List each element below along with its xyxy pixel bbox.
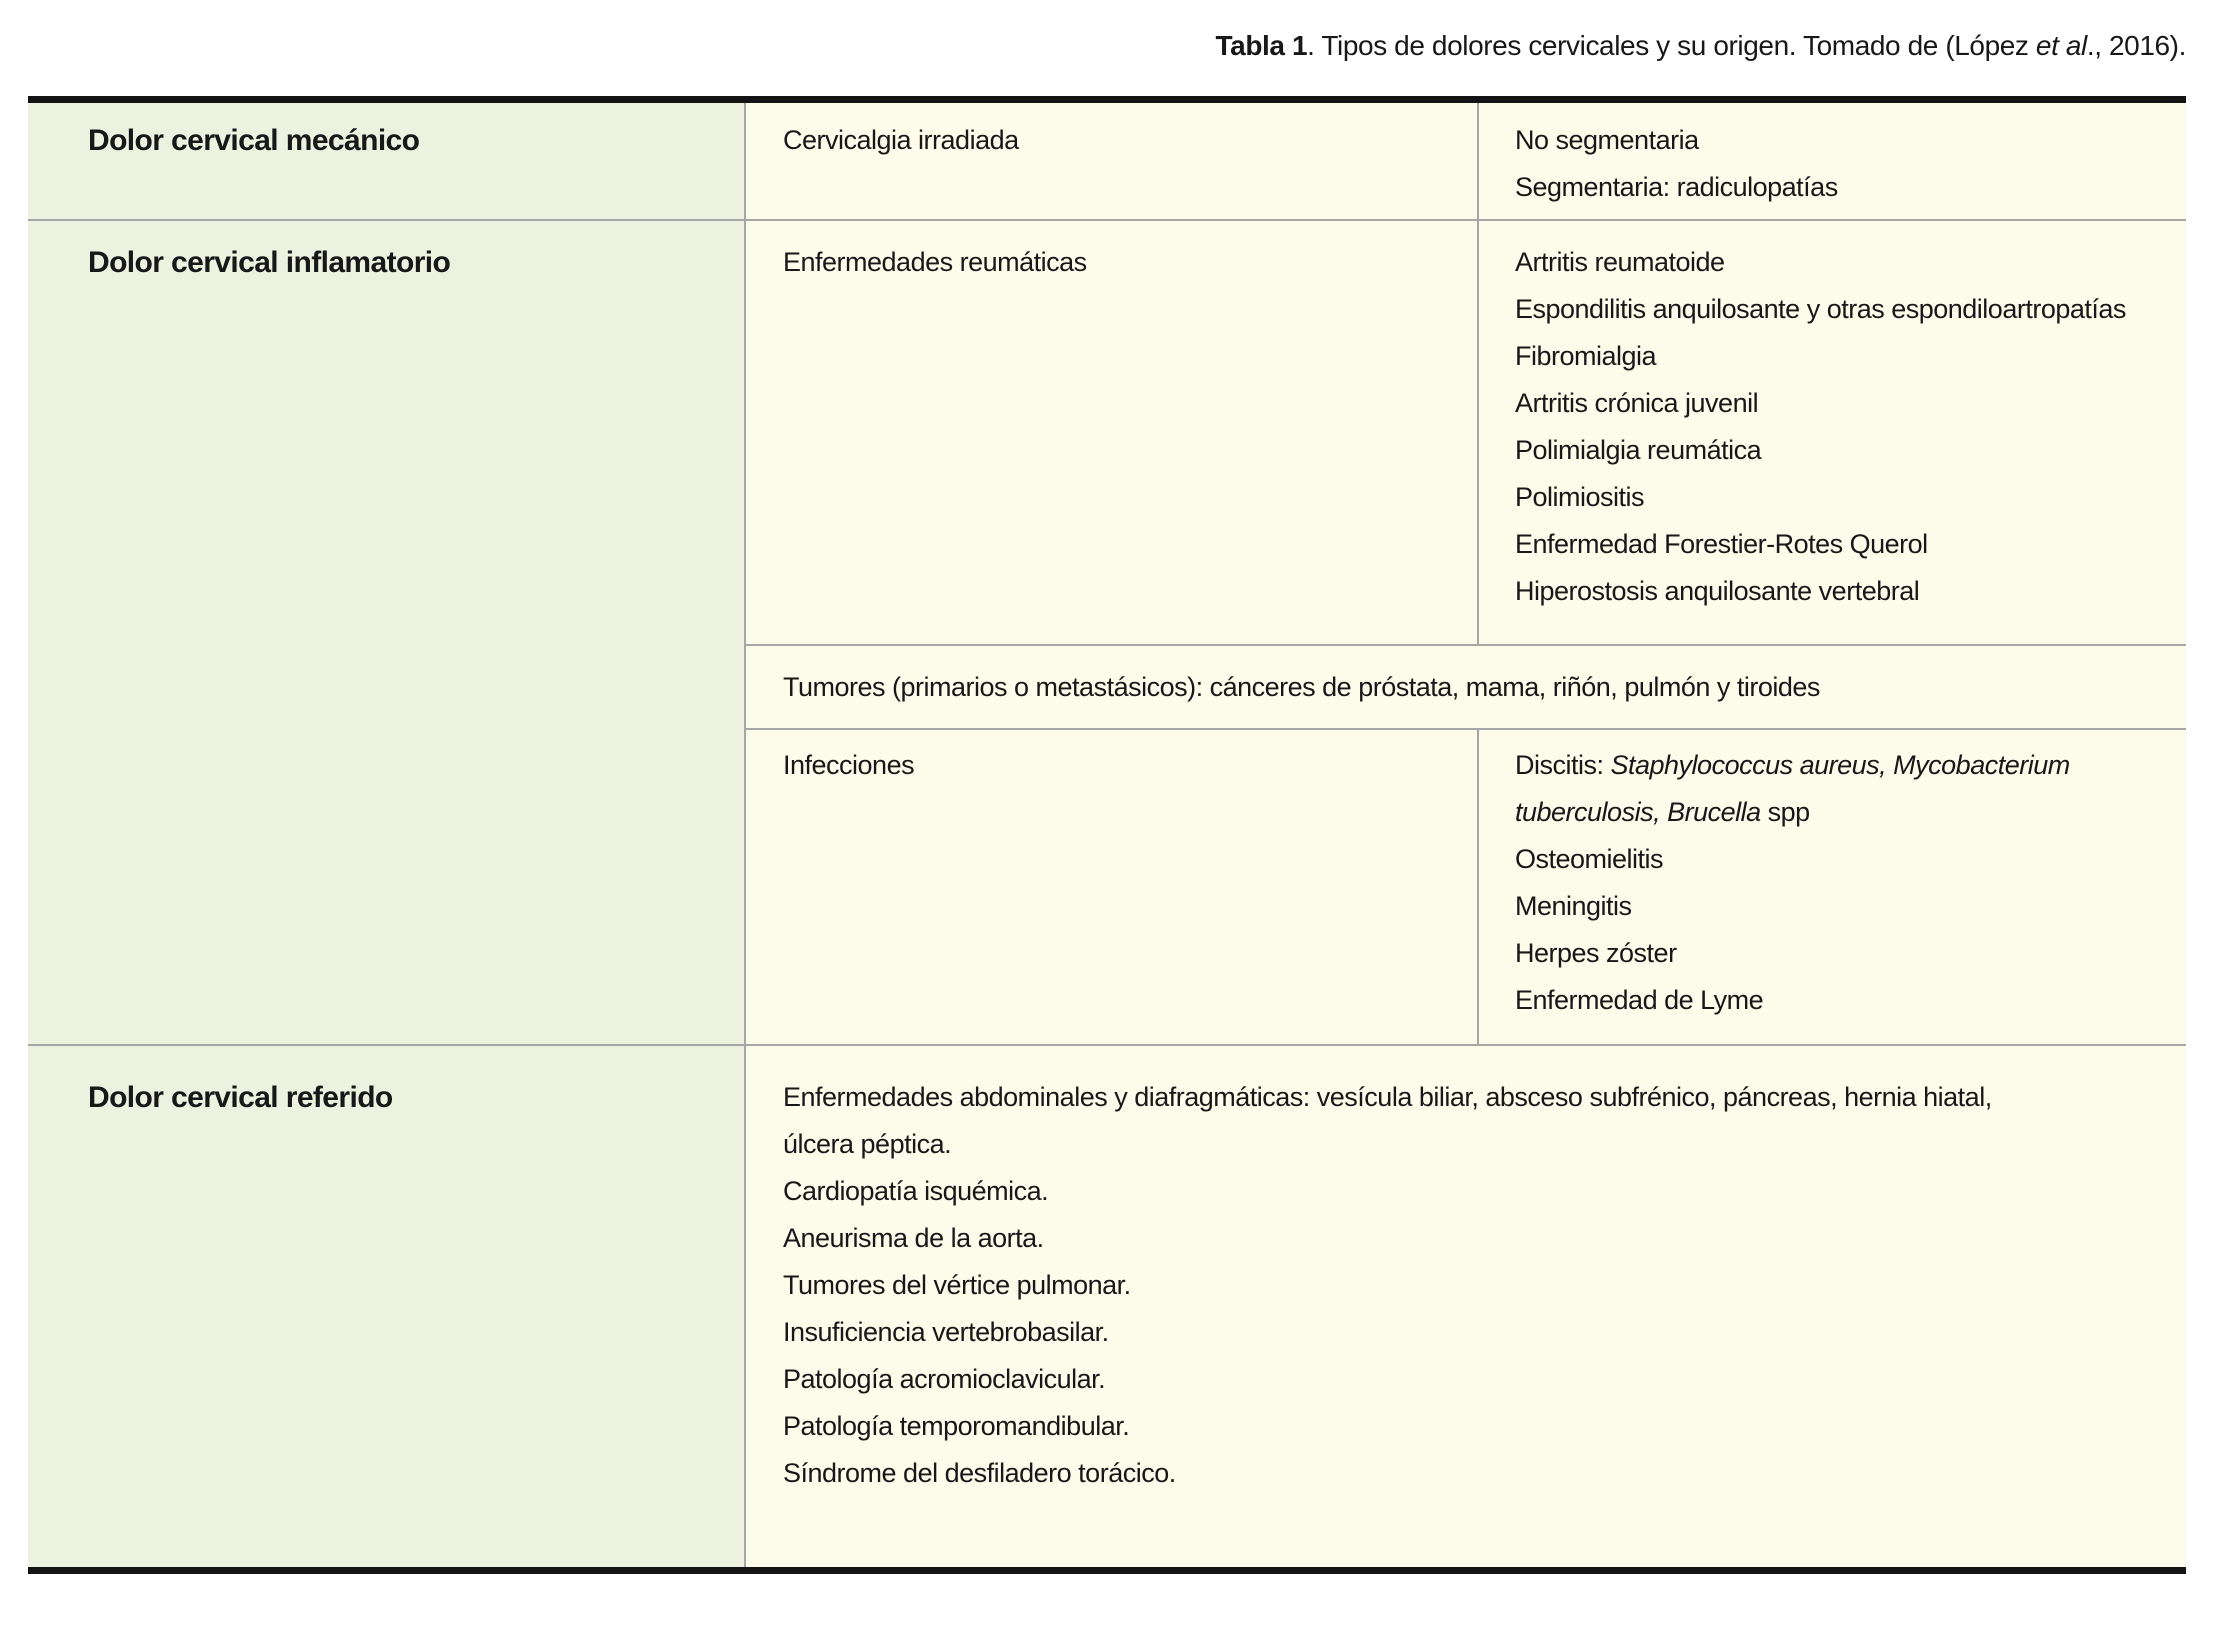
caption-et-al: et al [2035, 30, 2087, 61]
middle-cell [744, 730, 1477, 1044]
middle-cell [744, 221, 1477, 644]
cell-line: Herpes zóster [1515, 938, 1677, 968]
cell-line: Insuficiencia vertebrobasilar. [783, 1317, 1109, 1347]
right-cell [1477, 103, 2186, 219]
cell-line: No segmentaria [1515, 125, 1699, 155]
section-cervicalgia [744, 103, 2186, 219]
cell-line: Polimiositis [1515, 482, 1645, 512]
section-referido [744, 1046, 2186, 1567]
cell-line: Enfermedades reumáticas [783, 247, 1087, 277]
cell-line: Tumores (primarios o metastásicos): cánceres de próstata, mama, riñón, pulmón y tiroides [783, 671, 1820, 702]
cell-line: Polimialgia reumática [1515, 435, 1762, 465]
section-reumaticas [744, 221, 2186, 644]
caption-text: . Tipos de dolores cervicales y su origen. Tomado de (López [1307, 30, 2036, 61]
mecanico-detail [744, 103, 2186, 219]
discitis-species-italic: Staphylococcus aureus, Mycobacterium [1610, 750, 2070, 780]
row-mecanico [28, 103, 2186, 219]
cell-line: Patología acromioclavicular. [783, 1364, 1106, 1394]
cell-line: Artritis crónica juvenil [1515, 388, 1759, 418]
cell-line: úlcera péptica. [783, 1129, 952, 1159]
cell-line-discitis-1 [1515, 742, 2166, 789]
merged-cell-tumores [744, 646, 2186, 728]
merged-cell-referido [744, 1046, 2186, 1567]
cell-line: Hiperostosis anquilosante vertebral [1515, 576, 1920, 606]
category-cell-mecanico [28, 103, 744, 219]
cell-line: Fibromialgia [1515, 341, 1657, 371]
table-caption [28, 26, 2186, 66]
row-inflamatorio [28, 219, 2186, 1044]
cell-line: Meningitis [1515, 891, 1632, 921]
discitis-suffix: spp [1760, 797, 1810, 827]
cell-line: Segmentaria: radiculopatías [1515, 172, 1838, 202]
section-infecciones [744, 728, 2186, 1044]
inflamatorio-detail [744, 221, 2186, 1044]
cell-line: Enfermedad de Lyme [1515, 985, 1764, 1015]
cell-line: Osteomielitis [1515, 844, 1664, 874]
cell-line: Patología temporomandibular. [783, 1411, 1130, 1441]
cell-line: Artritis reumatoide [1515, 247, 1725, 277]
caption-end: ., 2016). [2086, 30, 2186, 61]
category-cell-referido [28, 1046, 744, 1567]
section-tumores [744, 644, 2186, 728]
category-cell-inflamatorio [28, 221, 744, 1044]
cell-line: Cardiopatía isquémica. [783, 1176, 1049, 1206]
referido-detail [744, 1046, 2186, 1567]
cell-line-discitis-2 [1515, 789, 2166, 836]
category-label: Dolor cervical inflamatorio [88, 246, 451, 279]
middle-cell [744, 103, 1477, 219]
category-label: Dolor cervical referido [88, 1081, 393, 1114]
row-referido [28, 1044, 2186, 1567]
discitis-prefix: Discitis: [1515, 750, 1611, 780]
category-label: Dolor cervical mecánico [88, 124, 420, 157]
right-cell [1477, 221, 2186, 644]
cell-line: Síndrome del desfiladero torácico. [783, 1458, 1176, 1488]
cell-line: Enfermedad Forestier-Rotes Querol [1515, 529, 1928, 559]
cell-line: Cervicalgia irradiada [783, 125, 1019, 155]
cell-line: Enfermedades abdominales y diafragmáticas: vesícula biliar, absceso subfrénico, páncreas, hernia hiatal, [783, 1082, 1992, 1112]
cervical-pain-table [28, 96, 2186, 1574]
discitis-species-italic: tuberculosis, Brucella [1515, 797, 1761, 827]
cell-line: Aneurisma de la aorta. [783, 1223, 1044, 1253]
cell-line: Tumores del vértice pulmonar. [783, 1270, 1131, 1300]
right-cell [1477, 730, 2186, 1044]
cell-line: Infecciones [783, 750, 915, 780]
caption-table-number: Tabla 1 [1215, 30, 1308, 61]
cell-line: Espondilitis anquilosante y otras espondiloartropatías [1515, 294, 2126, 324]
